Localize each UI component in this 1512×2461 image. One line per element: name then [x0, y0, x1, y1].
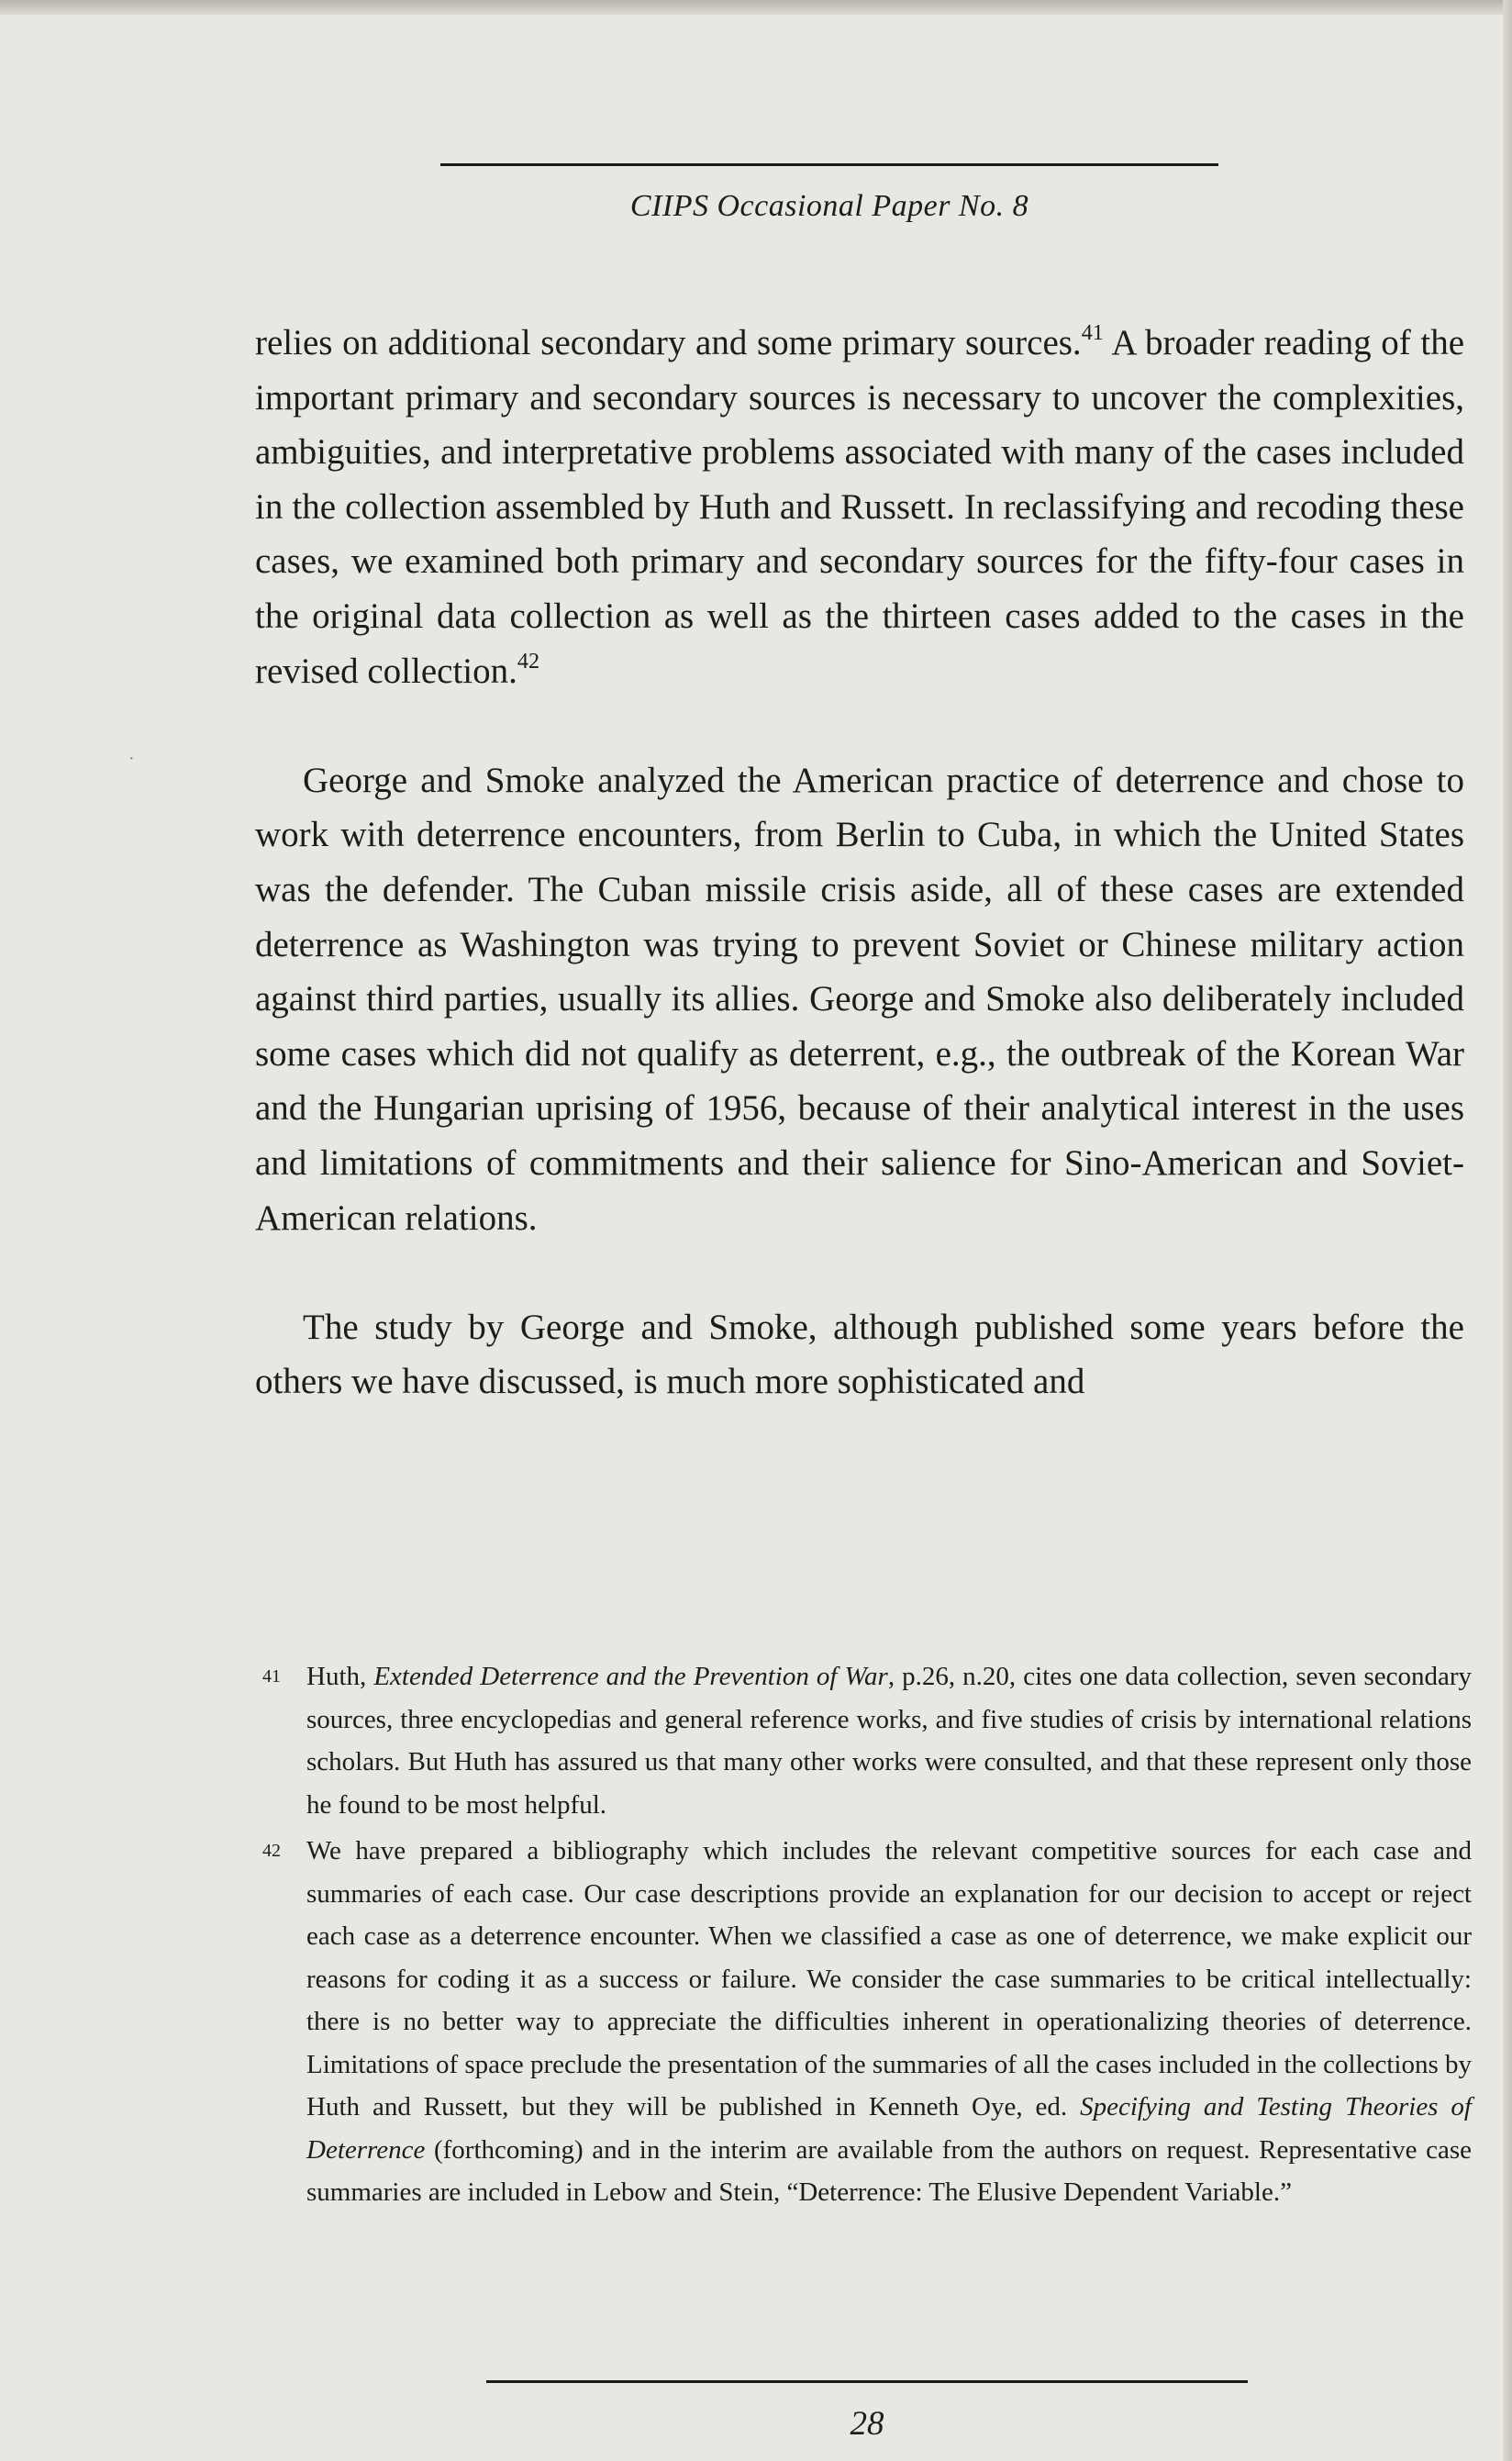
paragraph-2: George and Smoke analyzed the American practice of deterrence and chose to work with deterrence encounters, from Berlin to Cuba, in which the United States was the defender. The Cuban missile crisis aside, all of these cases are extended deterrence as Washington was trying to prevent Soviet or Chinese military action against third parties, usually its allies. George and Smoke also deliberately included some cases which did not qualify as deterrent, e.g., the outbreak of the Korean War and the Hungarian uprising of 1956, because of their analytical interest in the uses and limitations of commitments and their salience for Sino-American and Soviet-American relations.	[255, 760, 1464, 1238]
footnote-42-mark: 42	[262, 1841, 281, 1861]
header-rule	[440, 163, 1218, 166]
paragraph-1-text-a: relies on additional secondary and some primary sources.	[255, 323, 1082, 362]
footnote-42-title: Specifying and Testing Theories of Deterrence	[306, 2092, 1472, 2165]
footnote-41-mark: 41	[262, 1666, 281, 1687]
footnote-ref-42[interactable]: 42	[517, 648, 540, 674]
scan-top-edge	[0, 0, 1512, 15]
paragraph-3: The study by George and Smoke, although published some years before the others we have discussed, is much more sophisticated and	[255, 1307, 1464, 1402]
margin-mark: ·	[128, 749, 135, 769]
paragraph-1-text-b: A broader reading of the important primary and secondary sources is necessary to uncover the complexities, ambiguities, and interpretative problems associated with many of the cases included in the collection assembled by Huth and Russett. In reclassifying and recoding these cases, we examined both primary and secondary sources for the fifty-four cases in the original data collection as well as the thirteen cases added to the cases in the revised collection.	[255, 323, 1465, 691]
footnote-ref-41[interactable]: 41	[1081, 320, 1104, 346]
footnote-42-text-pre: We have prepared a bibliography which includes the relevant competitive sources for each case and summaries of each case. Our case descriptions provide an explanation for our decision to accept or reject each case as a deterrence encounter. When we classified a case as one of deterrence, we make explicit our reasons for coding it as a success or failure. We consider the case summaries to be critical intellectually: there is no better way to appreciate the difficulties inherent in operationalizing theories of deterrence. Limitations of space preclude the presentation of the summaries of all the cases included in the collections by Huth and Russett, but they will be published in Kenneth Oye, ed.	[306, 1836, 1472, 2121]
footnotes	[262, 1655, 1472, 2214]
body-text	[255, 316, 1464, 1409]
footnote-42	[262, 1830, 1472, 2214]
footnote-41	[262, 1655, 1472, 1826]
footer-rule	[486, 2380, 1248, 2383]
footnote-41-text-post: , p.26, n.20, cites one data collection, seven secondary sources, three encyclopedias and general reference works, and five studies of crisis by international relations scholars. But Huth has assured us that many other works were consulted, and that these represent only those he found to be most helpful.	[306, 1662, 1472, 1820]
document-page	[0, 15, 1503, 2461]
scan-right-edge	[1503, 0, 1512, 2461]
page-number: 28	[850, 2405, 884, 2443]
footnote-42-text-post: (forthcoming) and in the interim are available from the authors on request. Representative case summaries are included in Lebow and Stein, “Deterrence: The Elusive Dependent Variable.”	[306, 2134, 1472, 2207]
footnote-41-text-pre: Huth,	[306, 1662, 374, 1691]
paragraph-1	[255, 316, 1464, 698]
running-head: CIIPS Occasional Paper No. 8	[629, 189, 1029, 223]
footnote-41-title: Extended Deterrence and the Prevention of War	[373, 1662, 888, 1691]
